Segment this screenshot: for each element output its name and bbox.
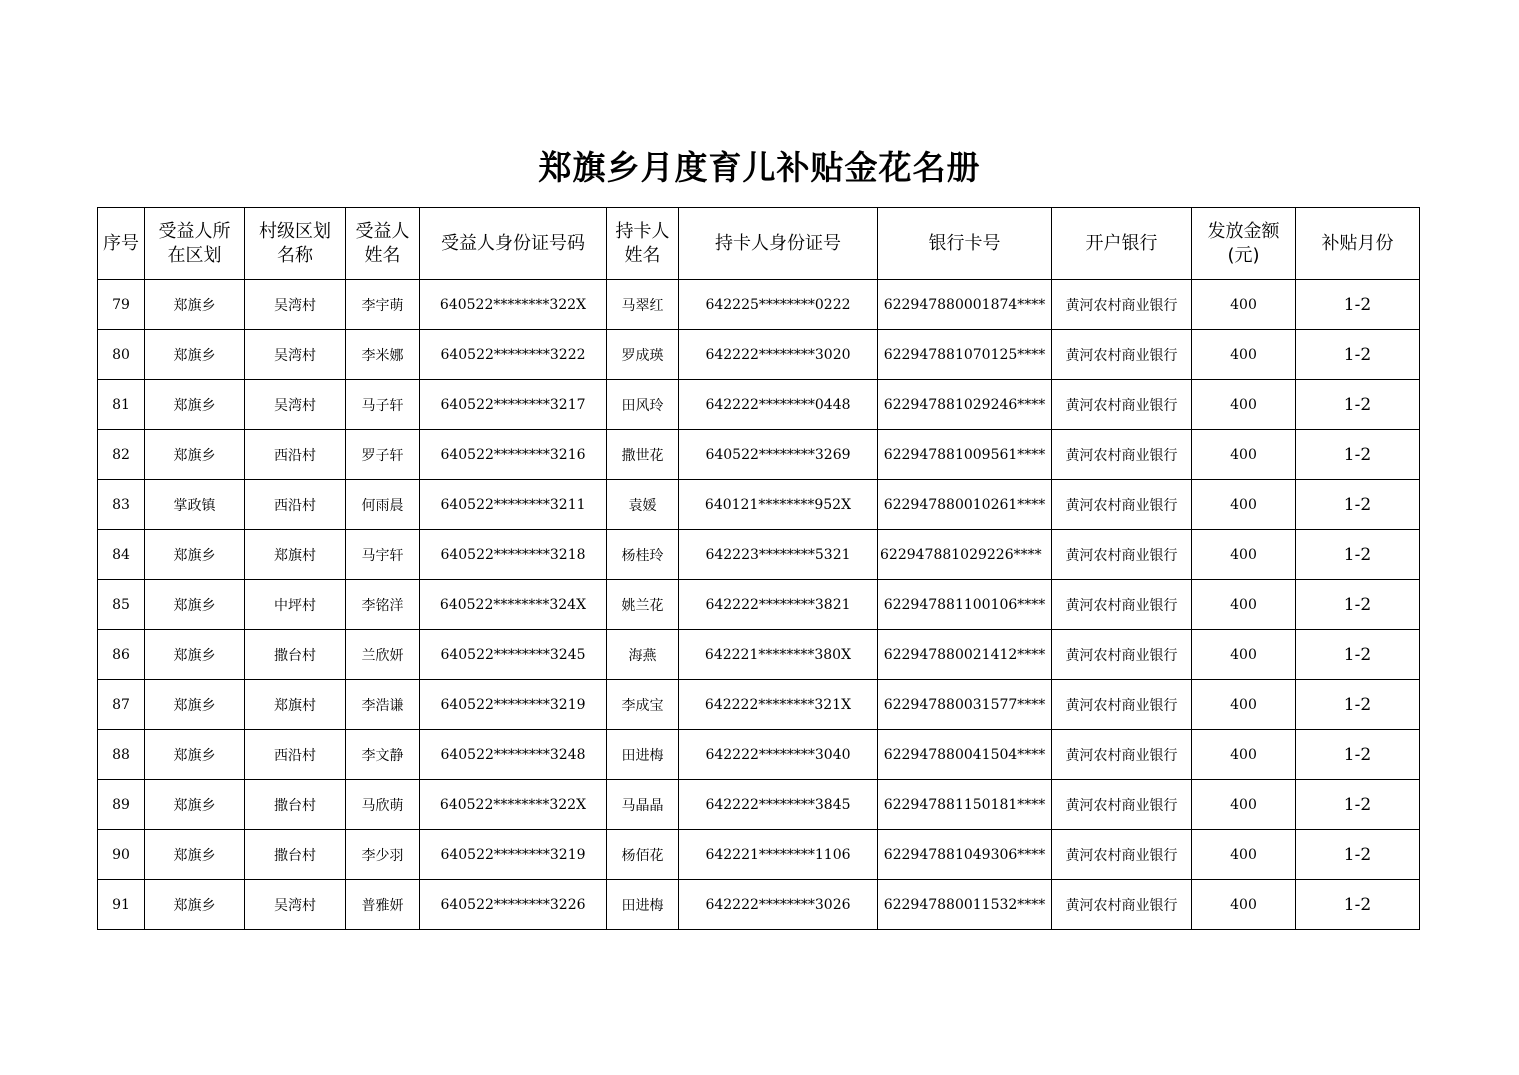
cell-beneficiary-id: 640522********324X: [420, 580, 607, 630]
cell-village: 吴湾村: [245, 880, 346, 930]
subsidy-roster-table: [97, 207, 1420, 930]
table-row: [98, 380, 1420, 430]
cell-card-number: 622947880041504****: [878, 730, 1052, 780]
cell-holder-name: 田进梅: [607, 880, 679, 930]
table-row: [98, 330, 1420, 380]
cell-village: 吴湾村: [245, 380, 346, 430]
cell-region: 郑旗乡: [145, 780, 245, 830]
cell-holder-id: 642222********3845: [679, 780, 878, 830]
cell-village: 西沿村: [245, 430, 346, 480]
cell-region: 郑旗乡: [145, 630, 245, 680]
header-row: [98, 208, 1420, 280]
cell-beneficiary-name: 兰欣妍: [346, 630, 420, 680]
cell-holder-name: 田进梅: [607, 730, 679, 780]
cell-seq: 89: [98, 780, 145, 830]
cell-holder-id: 642225********0222: [679, 280, 878, 330]
cell-region: 郑旗乡: [145, 580, 245, 630]
cell-beneficiary-id: 640522********322X: [420, 280, 607, 330]
cell-amount: 400: [1192, 330, 1296, 380]
cell-seq: 79: [98, 280, 145, 330]
cell-seq: 90: [98, 830, 145, 880]
cell-beneficiary-name: 李米娜: [346, 330, 420, 380]
cell-card-number: 622947880031577****: [878, 680, 1052, 730]
cell-region: 郑旗乡: [145, 280, 245, 330]
cell-beneficiary-name: 李铭洋: [346, 580, 420, 630]
page-title: 郑旗乡月度育儿补贴金花名册: [538, 148, 981, 187]
cell-village: 西沿村: [245, 730, 346, 780]
cell-amount: 400: [1192, 680, 1296, 730]
cell-amount: 400: [1192, 630, 1296, 680]
header-bank: 开户银行: [1052, 208, 1192, 280]
cell-amount: 400: [1192, 780, 1296, 830]
table-row: [98, 580, 1420, 630]
cell-beneficiary-id: 640522********3248: [420, 730, 607, 780]
cell-amount: 400: [1192, 380, 1296, 430]
cell-card-number: 622947881029246****: [878, 380, 1052, 430]
cell-beneficiary-id: 640522********3217: [420, 380, 607, 430]
cell-bank: 黄河农村商业银行: [1052, 530, 1192, 580]
table-row: [98, 830, 1420, 880]
table-row: [98, 780, 1420, 830]
cell-bank: 黄河农村商业银行: [1052, 580, 1192, 630]
cell-bank: 黄河农村商业银行: [1052, 480, 1192, 530]
cell-month: 1-2: [1296, 330, 1420, 380]
cell-amount: 400: [1192, 580, 1296, 630]
table-row: [98, 480, 1420, 530]
cell-beneficiary-name: 普雅妍: [346, 880, 420, 930]
cell-card-number: 622947881009561****: [878, 430, 1052, 480]
cell-amount: 400: [1192, 480, 1296, 530]
cell-region: 掌政镇: [145, 480, 245, 530]
cell-village: 郑旗村: [245, 680, 346, 730]
cell-month: 1-2: [1296, 380, 1420, 430]
cell-beneficiary-id: 640522********3222: [420, 330, 607, 380]
cell-holder-name: 李成宝: [607, 680, 679, 730]
cell-bank: 黄河农村商业银行: [1052, 280, 1192, 330]
cell-card-number: 622947881100106****: [878, 580, 1052, 630]
cell-holder-id: 642221********1106: [679, 830, 878, 880]
cell-holder-name: 罗成瑛: [607, 330, 679, 380]
cell-amount: 400: [1192, 880, 1296, 930]
table-body: [98, 280, 1420, 930]
cell-seq: 87: [98, 680, 145, 730]
cell-village: 西沿村: [245, 480, 346, 530]
cell-bank: 黄河农村商业银行: [1052, 330, 1192, 380]
table-row: [98, 730, 1420, 780]
cell-beneficiary-name: 罗子轩: [346, 430, 420, 480]
cell-amount: 400: [1192, 730, 1296, 780]
table-row: [98, 280, 1420, 330]
cell-beneficiary-name: 马欣萌: [346, 780, 420, 830]
cell-holder-id: 642222********0448: [679, 380, 878, 430]
cell-card-number: 622947880010261****: [878, 480, 1052, 530]
cell-region: 郑旗乡: [145, 880, 245, 930]
cell-holder-id: 642223********5321: [679, 530, 878, 580]
cell-bank: 黄河农村商业银行: [1052, 730, 1192, 780]
cell-holder-id: 642222********321X: [679, 680, 878, 730]
table-row: [98, 680, 1420, 730]
cell-seq: 91: [98, 880, 145, 930]
cell-beneficiary-name: 马宇轩: [346, 530, 420, 580]
header-holder-id: 持卡人身份证号: [679, 208, 878, 280]
cell-holder-name: 海燕: [607, 630, 679, 680]
cell-month: 1-2: [1296, 780, 1420, 830]
cell-seq: 84: [98, 530, 145, 580]
cell-month: 1-2: [1296, 680, 1420, 730]
cell-month: 1-2: [1296, 630, 1420, 680]
header-beneficiary-name: 受益人 姓名: [346, 208, 420, 280]
cell-holder-id: 642222********3040: [679, 730, 878, 780]
cell-seq: 85: [98, 580, 145, 630]
cell-holder-name: 马翠红: [607, 280, 679, 330]
cell-amount: 400: [1192, 830, 1296, 880]
cell-month: 1-2: [1296, 880, 1420, 930]
cell-seq: 82: [98, 430, 145, 480]
cell-month: 1-2: [1296, 530, 1420, 580]
cell-holder-name: 撒世花: [607, 430, 679, 480]
cell-month: 1-2: [1296, 480, 1420, 530]
cell-amount: 400: [1192, 430, 1296, 480]
cell-bank: 黄河农村商业银行: [1052, 630, 1192, 680]
cell-beneficiary-name: 李文静: [346, 730, 420, 780]
cell-bank: 黄河农村商业银行: [1052, 430, 1192, 480]
cell-beneficiary-id: 640522********3218: [420, 530, 607, 580]
cell-village: 撒台村: [245, 780, 346, 830]
cell-region: 郑旗乡: [145, 380, 245, 430]
cell-region: 郑旗乡: [145, 330, 245, 380]
header-holder-name: 持卡人 姓名: [607, 208, 679, 280]
cell-bank: 黄河农村商业银行: [1052, 830, 1192, 880]
cell-seq: 81: [98, 380, 145, 430]
cell-holder-name: 姚兰花: [607, 580, 679, 630]
cell-month: 1-2: [1296, 730, 1420, 780]
header-seq: 序号: [98, 208, 145, 280]
cell-card-number: 622947881070125****: [878, 330, 1052, 380]
cell-region: 郑旗乡: [145, 430, 245, 480]
table-row: [98, 880, 1420, 930]
cell-beneficiary-id: 640522********3216: [420, 430, 607, 480]
cell-seq: 86: [98, 630, 145, 680]
cell-holder-name: 袁媛: [607, 480, 679, 530]
table-row: [98, 430, 1420, 480]
cell-card-number: 622947881029226****: [878, 530, 1052, 580]
cell-card-number: 622947881049306****: [878, 830, 1052, 880]
cell-card-number: 622947880001874****: [878, 280, 1052, 330]
cell-beneficiary-name: 李浩谦: [346, 680, 420, 730]
header-region: 受益人所 在区划: [145, 208, 245, 280]
cell-holder-name: 杨桂玲: [607, 530, 679, 580]
cell-beneficiary-name: 李宇萌: [346, 280, 420, 330]
cell-village: 吴湾村: [245, 280, 346, 330]
cell-beneficiary-id: 640522********3211: [420, 480, 607, 530]
cell-holder-id: 642222********3020: [679, 330, 878, 380]
cell-month: 1-2: [1296, 430, 1420, 480]
cell-beneficiary-id: 640522********3245: [420, 630, 607, 680]
cell-holder-id: 640522********3269: [679, 430, 878, 480]
cell-amount: 400: [1192, 530, 1296, 580]
cell-card-number: 622947881150181****: [878, 780, 1052, 830]
cell-village: 撒台村: [245, 630, 346, 680]
cell-beneficiary-id: 640522********322X: [420, 780, 607, 830]
header-amount: 发放金额 (元): [1192, 208, 1296, 280]
cell-bank: 黄河农村商业银行: [1052, 680, 1192, 730]
cell-holder-id: 640121********952X: [679, 480, 878, 530]
cell-beneficiary-name: 李少羽: [346, 830, 420, 880]
cell-beneficiary-id: 640522********3226: [420, 880, 607, 930]
cell-holder-name: 田风玲: [607, 380, 679, 430]
cell-month: 1-2: [1296, 280, 1420, 330]
cell-holder-name: 马晶晶: [607, 780, 679, 830]
cell-holder-name: 杨佰花: [607, 830, 679, 880]
table-row: [98, 530, 1420, 580]
cell-seq: 80: [98, 330, 145, 380]
cell-holder-id: 642222********3026: [679, 880, 878, 930]
cell-month: 1-2: [1296, 580, 1420, 630]
cell-village: 郑旗村: [245, 530, 346, 580]
cell-village: 撒台村: [245, 830, 346, 880]
cell-beneficiary-id: 640522********3219: [420, 680, 607, 730]
cell-bank: 黄河农村商业银行: [1052, 780, 1192, 830]
header-month: 补贴月份: [1296, 208, 1420, 280]
cell-region: 郑旗乡: [145, 530, 245, 580]
cell-card-number: 622947880011532****: [878, 880, 1052, 930]
cell-region: 郑旗乡: [145, 730, 245, 780]
cell-bank: 黄河农村商业银行: [1052, 880, 1192, 930]
header-village: 村级区划 名称: [245, 208, 346, 280]
header-card-number: 银行卡号: [878, 208, 1052, 280]
cell-month: 1-2: [1296, 830, 1420, 880]
cell-beneficiary-name: 何雨晨: [346, 480, 420, 530]
cell-bank: 黄河农村商业银行: [1052, 380, 1192, 430]
cell-beneficiary-id: 640522********3219: [420, 830, 607, 880]
cell-seq: 83: [98, 480, 145, 530]
cell-holder-id: 642222********3821: [679, 580, 878, 630]
header-beneficiary-id: 受益人身份证号码: [420, 208, 607, 280]
cell-holder-id: 642221********380X: [679, 630, 878, 680]
cell-village: 吴湾村: [245, 330, 346, 380]
cell-amount: 400: [1192, 280, 1296, 330]
cell-seq: 88: [98, 730, 145, 780]
cell-card-number: 622947880021412****: [878, 630, 1052, 680]
cell-village: 中坪村: [245, 580, 346, 630]
cell-region: 郑旗乡: [145, 830, 245, 880]
cell-region: 郑旗乡: [145, 680, 245, 730]
cell-beneficiary-name: 马子轩: [346, 380, 420, 430]
table-row: [98, 630, 1420, 680]
